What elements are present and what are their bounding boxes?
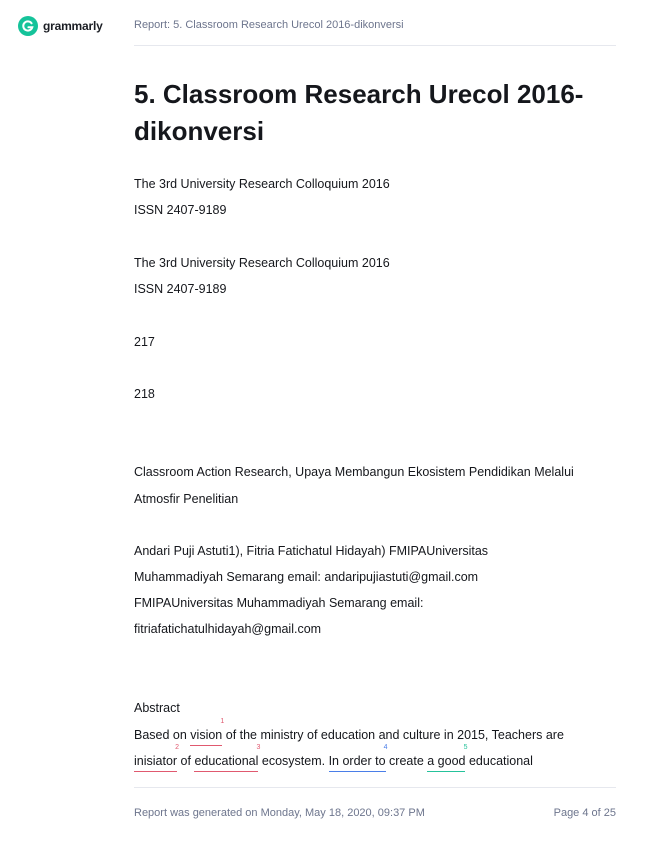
issue-number: 1 bbox=[220, 718, 225, 725]
issue-mark-2[interactable] bbox=[134, 744, 180, 772]
authors-line: Muhammadiyah Semarang email: andaripujiastuti@gmail.com bbox=[134, 570, 479, 584]
report-generated-text: Report was generated on Monday, May 18, 2020, 09:37 PM bbox=[134, 807, 425, 819]
conference-line: The 3rd University Research Colloquium 2016 bbox=[134, 177, 390, 191]
issue-word: inisiator bbox=[134, 754, 178, 768]
issue-number: 5 bbox=[463, 744, 468, 751]
issue-word: a good bbox=[427, 754, 466, 768]
abstract-text: ecosystem. bbox=[258, 754, 329, 768]
grammarly-logo bbox=[18, 15, 103, 37]
report-title: Report: 5. Classroom Research Urecol 2016-dikonversi bbox=[134, 19, 404, 31]
issue-number: 4 bbox=[383, 744, 388, 751]
issue-number: 2 bbox=[175, 744, 180, 751]
abstract-text: of the ministry of education and culture in 2015, Teachers are bbox=[222, 728, 564, 742]
authors-line: Andari Puji Astuti1), Fitria Fatichatul Hidayah) FMIPAUniversitas bbox=[134, 544, 489, 558]
conference-line: The 3rd University Research Colloquium 2016 bbox=[134, 256, 390, 270]
abstract-heading: Abstract bbox=[134, 701, 180, 715]
issue-word: In order to bbox=[328, 754, 386, 768]
page-indicator: Page 4 of 25 bbox=[553, 807, 616, 819]
page-number-line: 218 bbox=[134, 387, 155, 401]
document-title: 5. Classroom Research Urecol 2016-dikonversi bbox=[134, 79, 584, 146]
abstract-text: create bbox=[385, 754, 428, 768]
header-divider bbox=[134, 45, 616, 46]
abstract-line bbox=[134, 744, 533, 772]
paper-title-line: Atmosfir Penelitian bbox=[134, 492, 239, 506]
page-number-line: 217 bbox=[134, 335, 155, 349]
issue-word: educational bbox=[194, 754, 259, 768]
issue-number: 3 bbox=[256, 744, 261, 751]
footer-divider bbox=[134, 787, 616, 788]
issue-mark-1[interactable] bbox=[190, 718, 225, 746]
abstract-text: Based on bbox=[134, 728, 191, 742]
issue-mark-5[interactable] bbox=[427, 744, 468, 772]
abstract-text: educational bbox=[465, 754, 533, 768]
issue-mark-4[interactable] bbox=[328, 744, 388, 772]
brand-name: grammarly bbox=[43, 19, 103, 33]
issue-word: vision bbox=[190, 728, 223, 742]
authors-line: FMIPAUniversitas Muhammadiyah Semarang email: bbox=[134, 596, 424, 610]
issue-mark-3[interactable] bbox=[194, 744, 261, 772]
abstract-text: of bbox=[177, 754, 195, 768]
grammarly-g-icon bbox=[18, 16, 38, 36]
paper-title-line: Classroom Action Research, Upaya Membangun Ekosistem Pendidikan Melalui bbox=[134, 465, 574, 479]
issn-line: ISSN 2407-9189 bbox=[134, 282, 227, 296]
authors-line: fitriafatichatulhidayah@gmail.com bbox=[134, 622, 322, 636]
issn-line: ISSN 2407-9189 bbox=[134, 203, 227, 217]
abstract-line bbox=[134, 718, 564, 746]
